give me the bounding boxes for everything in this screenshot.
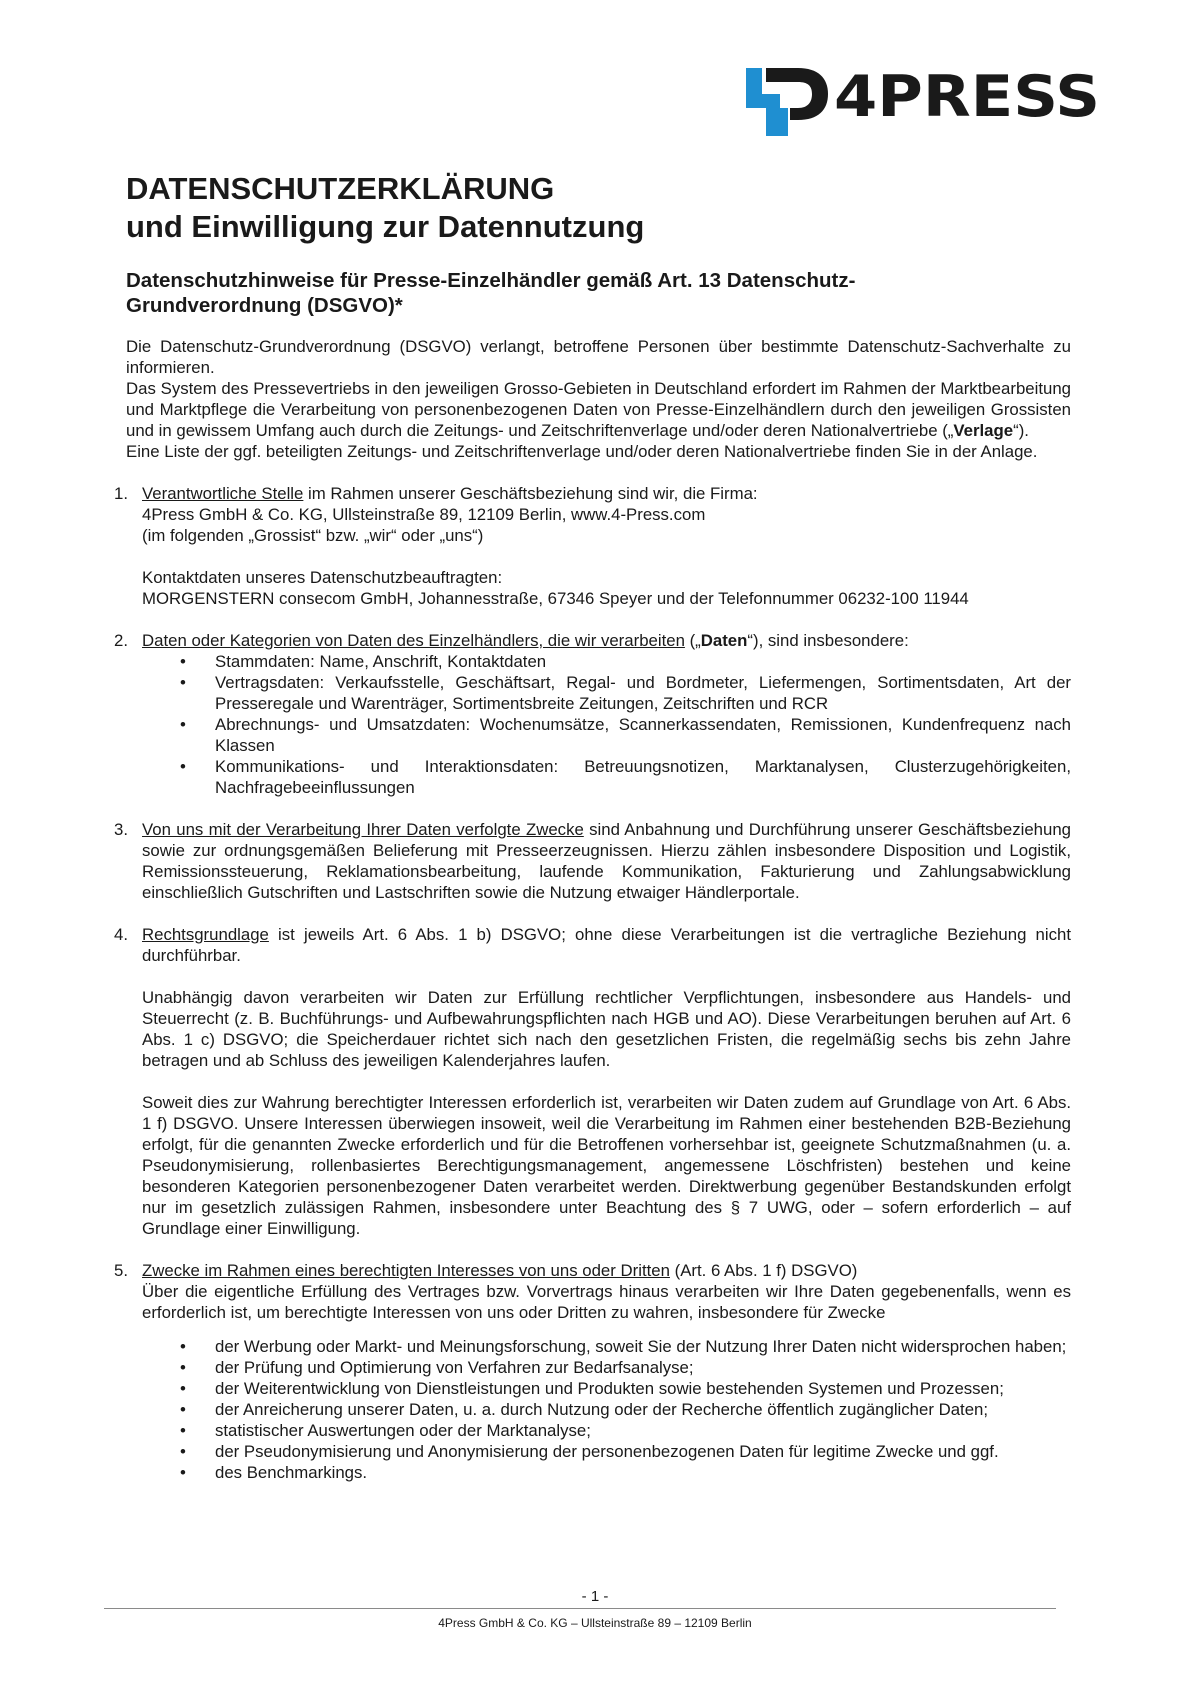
bullet-icon: •: [180, 1358, 186, 1377]
bullet-icon: •: [180, 1463, 186, 1482]
page-number: - 1 -: [581, 1588, 609, 1605]
list-item-text: Abrechnungs- und Umsatzdaten: Wochenumsätze, Scannerkassendaten, Remissionen, Kundenfrequenz nach Klassen: [215, 715, 1071, 755]
section-1-lead-text: im Rahmen unserer Geschäftsbeziehung sind wir, die Firma:: [303, 484, 758, 503]
bullet-icon: •: [180, 1421, 186, 1440]
list-item: [142, 1357, 1071, 1378]
section-5-lead: [142, 1260, 1071, 1281]
section-4: [114, 924, 1071, 1239]
section-4-number: 4.: [114, 925, 128, 944]
logo-mark-icon: [746, 68, 1102, 136]
list-item-text: des Benchmarkings.: [215, 1463, 368, 1482]
list-item-text: Vertragsdaten: Verkaufsstelle, Geschäftsart, Regal- und Bordmeter, Liefermengen, Sortimentsdaten, Art der Presseregale und Warenträger, Sortimentsbreite Zeitungen, Zeitschriften und RCR: [215, 673, 1071, 713]
document-body: [114, 170, 1071, 1483]
bullet-icon: •: [180, 673, 186, 692]
list-item: [142, 1336, 1071, 1357]
list-item-text: der Prüfung und Optimierung von Verfahren zur Bedarfsanalyse;: [215, 1358, 694, 1377]
bullet-icon: •: [180, 652, 186, 671]
list-item: [142, 651, 1071, 672]
section-5-list: [142, 1336, 1071, 1483]
section-3-heading: Von uns mit der Verarbeitung Ihrer Daten verfolgte Zwecke: [142, 820, 584, 839]
bullet-icon: •: [180, 715, 186, 734]
section-2-heading: Daten oder Kategorien von Daten des Einzelhändlers, die wir verarbeiten: [142, 631, 685, 650]
section-4-paragraph-2: Unabhängig davon verarbeiten wir Daten zur Erfüllung rechtlicher Verpflichtungen, insbesondere aus Handels- und Steuerrecht (z. B. Buchführungs- und Aufbewahrungspflichten nach HGB und AO). Diese Verarbeitungen beruhen auf Art. 6 Abs. 1 c) DSGVO; die Speicherdauer richtet sich nach den gesetzlichen Fristen, die regelmäßig sechs bis zehn Jahre betragen und ab Schluss des jeweiligen Kalenderjahres laufen.: [142, 988, 1071, 1070]
section-5-number: 5.: [114, 1261, 128, 1280]
title-line-1: DATENSCHUTZERKLÄRUNG: [126, 171, 555, 206]
intro-p2-end: “).: [1013, 421, 1029, 440]
list-item: [142, 1399, 1071, 1420]
subtitle-line-1: Datenschutzhinweise für Presse-Einzelhändler gemäß Art. 13 Datenschutz-: [126, 269, 856, 292]
list-item-text: der Anreicherung unserer Daten, u. a. durch Nutzung oder der Recherche öffentlich zugänglicher Daten;: [215, 1400, 989, 1419]
bullet-icon: •: [180, 1379, 186, 1398]
section-1-heading: Verantwortliche Stelle: [142, 484, 304, 503]
list-item-text: Stammdaten: Name, Anschrift, Kontaktdaten: [215, 652, 547, 671]
bullet-icon: •: [180, 757, 186, 776]
list-item-text: der Werbung oder Markt- und Meinungsforschung, soweit Sie der Nutzung Ihrer Daten nicht widersprochen haben;: [215, 1337, 1067, 1356]
intro-paragraph-1: Die Datenschutz-Grundverordnung (DSGVO) verlangt, betroffene Personen über bestimmte Datenschutz-Sachverhalte zu informieren.: [126, 337, 1071, 377]
list-item: [142, 756, 1071, 798]
section-2-daten-term: Daten: [700, 631, 748, 650]
document-title: [126, 170, 1071, 246]
section-1-address: 4Press GmbH & Co. KG, Ullsteinstraße 89, 12109 Berlin, www.4-Press.com: [142, 505, 706, 524]
section-2-lead-text: “), sind insbesondere:: [747, 631, 909, 650]
list-item: [142, 1378, 1071, 1399]
company-logo: [746, 68, 1102, 136]
section-5: [114, 1260, 1071, 1483]
section-2-number: 2.: [114, 631, 128, 650]
section-1-lead: [142, 483, 1071, 504]
section-3-body: sind Anbahnung und Durchführung unserer Geschäftsbeziehung sowie zur ordnungsgemäßen Belieferung mit Presseerzeugnissen. Hierzu zählen insbesondere Disposition und Logistik, Remissionssteuerung, Reklamationsbearbeitung, laufende Kommunikation, Fakturierung und Zahlungsabwicklung einschließlich Gutschriften und Lastschriften sowie die Nutzung etwaiger Händlerportale.: [142, 820, 1071, 902]
bullet-icon: •: [180, 1400, 186, 1419]
intro-paragraph-3: Eine Liste der ggf. beteiligten Zeitungs- und Zeitschriftenverlage und/oder deren Nationalvertriebe finden Sie in der Anlage.: [126, 442, 1038, 461]
section-2: [114, 630, 1071, 798]
title-line-2: und Einwilligung zur Datennutzung: [126, 209, 645, 244]
section-5-heading: Zwecke im Rahmen eines berechtigten Interesses von uns oder Dritten: [142, 1261, 670, 1280]
list-item-text: der Weiterentwicklung von Dienstleistungen und Produkten sowie bestehenden Systemen und Prozessen;: [215, 1379, 1004, 1398]
section-1-contact-label: Kontaktdaten unseres Datenschutzbeauftragten:: [142, 568, 503, 587]
list-item: [142, 1441, 1071, 1462]
bullet-icon: •: [180, 1442, 186, 1461]
section-3: [114, 819, 1071, 903]
document-subtitle: [126, 268, 1071, 318]
subtitle-line-2: Grundverordnung (DSGVO)*: [126, 294, 403, 317]
list-item: [142, 714, 1071, 756]
section-2-mid: („: [684, 631, 701, 650]
intro-p2-text: Das System des Pressevertriebs in den jeweiligen Grosso-Gebieten in Deutschland erfordert im Rahmen der Marktbearbeitung und Marktpflege die Verarbeitung von personenbezogenen Daten von Presse-Einzelhändlern durch den jeweiligen Grossisten und in gewissem Umfang auch durch die Zeitungs- und Zeitschriftenverlage und/oder deren Nationalvertriebe („: [126, 379, 1071, 440]
list-item: [142, 1462, 1071, 1483]
section-5-lead-text: (Art. 6 Abs. 1 f) DSGVO): [669, 1261, 858, 1280]
list-item-text: der Pseudonymisierung und Anonymisierung der personenbezogenen Daten für legitime Zwecke und ggf.: [215, 1442, 999, 1461]
intro-verlage-term: Verlage: [953, 421, 1014, 440]
section-1-alias: (im folgenden „Grossist“ bzw. „wir“ oder „uns“): [142, 526, 484, 545]
section-1-contact-value: MORGENSTERN consecom GmbH, Johannesstraße, 67346 Speyer und der Telefonnummer 06232-100 11944: [142, 589, 969, 608]
bullet-icon: •: [180, 1337, 186, 1356]
list-item-text: Kommunikations- und Interaktionsdaten: Betreuungsnotizen, Marktanalysen, Clusterzugehörigkeiten, Nachfragebeeinflussungen: [215, 757, 1071, 797]
logo-wordmark: 4PRESS: [834, 68, 1100, 130]
section-5-paragraph-1: Über die eigentliche Erfüllung des Vertrages bzw. Vorvertrags hinaus verarbeiten wir Ihre Daten gegebenenfalls, wenn es erforderlich ist, um berechtigte Interessen von uns oder Dritten zu wahren, insbesondere für Zwecke: [142, 1282, 1071, 1322]
list-item: [142, 1420, 1071, 1441]
section-2-list: [142, 651, 1071, 798]
section-3-text: [142, 819, 1071, 903]
section-4-paragraph-3: Soweit dies zur Wahrung berechtigter Interessen erforderlich ist, verarbeiten wir Daten zudem auf Grundlage von Art. 6 Abs. 1 f) DSGVO. Unsere Interessen überwiegen insoweit, weil die Verarbeitung im Rahmen einer bestehenden B2B-Beziehung erfolgt, für die genannten Zwecke erforderlich und für die Betroffenen vorhersehbar ist, geeignete Schutzmaßnahmen (u. a. Pseudonymisierung, rollenbasiertes Berechtigungsmanagement, angemessene Löschfristen) bestehen und keine besonderen Kategorien personenbezogener Daten verarbeitet werden. Direktwerbung gegenüber Bestandskunden erfolgt nur im gesetzlich zulässigen Rahmen, insbesondere unter Beachtung des § 7 UWG, oder – sofern erforderlich – auf Grundlage einer Einwilligung.: [142, 1093, 1071, 1238]
section-2-lead: [142, 630, 1071, 651]
section-4-lead-text: ist jeweils Art. 6 Abs. 1 b) DSGVO; ohne diese Verarbeitungen ist die vertragliche Beziehung nicht durchführbar.: [142, 925, 1071, 965]
intro-paragraph-2: [126, 378, 1071, 441]
section-1-number: 1.: [114, 484, 128, 503]
list-item: [142, 672, 1071, 714]
section-3-number: 3.: [114, 820, 128, 839]
section-1: [114, 483, 1071, 609]
footer-divider: [104, 1608, 1056, 1609]
section-4-lead: [142, 924, 1071, 966]
section-4-heading: Rechtsgrundlage: [142, 925, 269, 944]
intro-section: [126, 336, 1071, 462]
page-footer: 4Press GmbH & Co. KG – Ullsteinstraße 89 – 12109 Berlin: [438, 1616, 752, 1630]
list-item-text: statistischer Auswertungen oder der Marktanalyse;: [215, 1421, 591, 1440]
